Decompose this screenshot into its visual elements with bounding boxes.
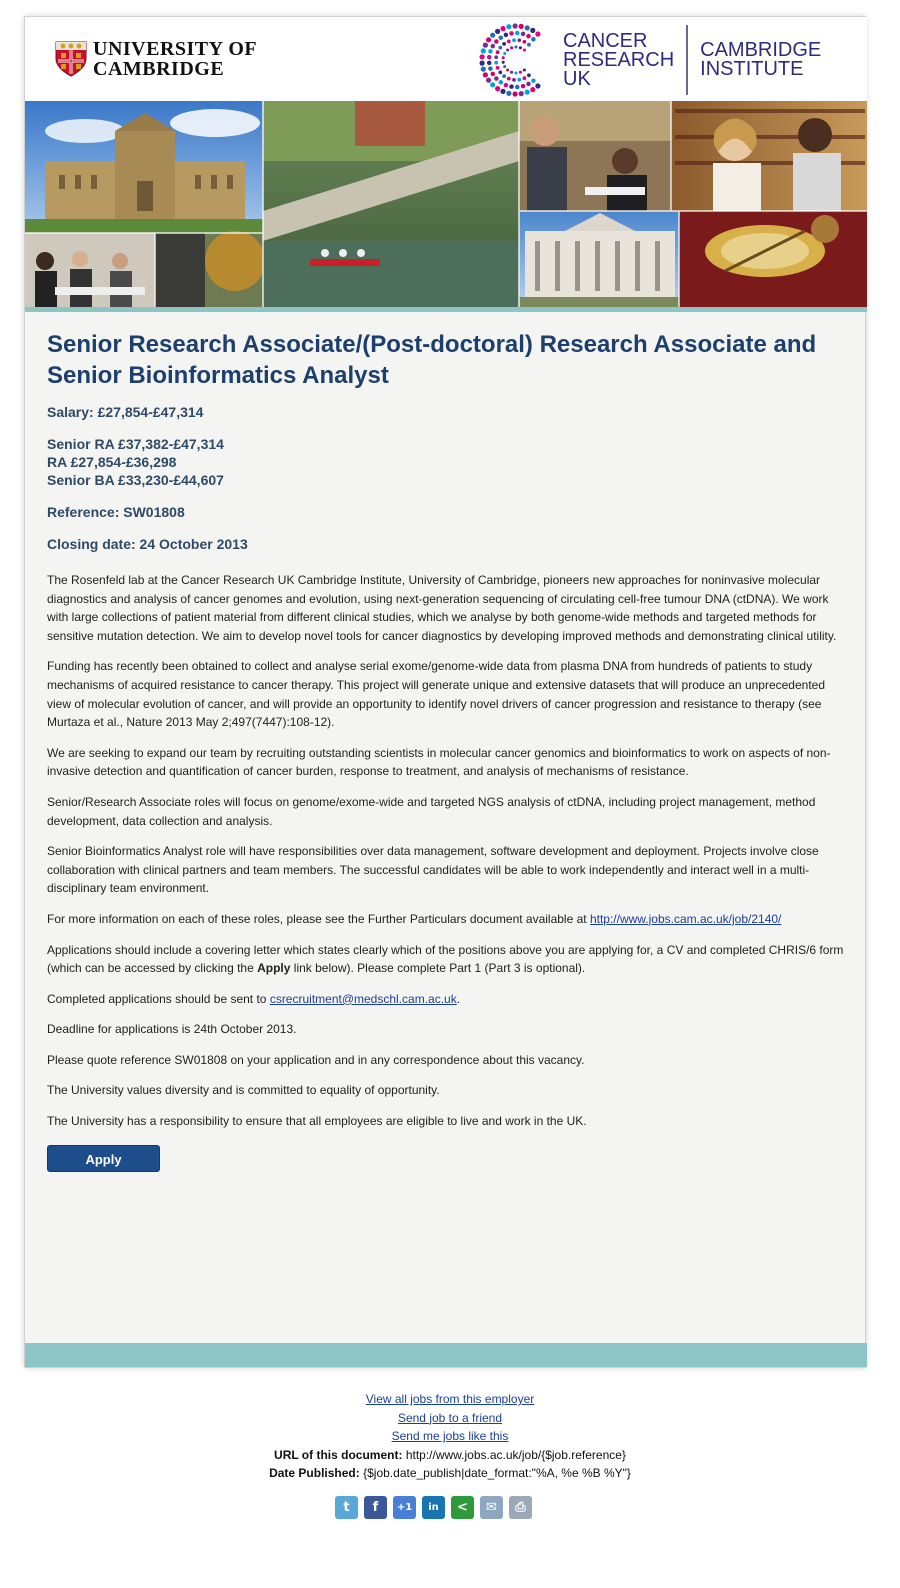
facebook-icon[interactable]: f (364, 1496, 387, 1519)
photo-collage-image (25, 101, 867, 307)
google-plus-one-icon[interactable]: +1 (393, 1496, 416, 1519)
date-label: Date Published: (269, 1466, 360, 1481)
uc-logo-line2: CAMBRIDGE (93, 58, 225, 80)
logo-divider (686, 25, 688, 95)
cambridge-institute-text (700, 41, 821, 79)
header (25, 17, 867, 101)
url-value: http://www.jobs.ac.uk/job/{$job.reference} (405, 1447, 626, 1462)
applications-text-end: link below). Please complete Part 1 (Part 3 is optional). (290, 961, 586, 976)
similar-jobs-link[interactable]: Send me jobs like this (391, 1429, 509, 1444)
cambridge-shield-icon (55, 41, 87, 77)
apply-bold-text: Apply (257, 961, 291, 976)
photo-collage-banner (25, 101, 867, 307)
cruk-line2: RESEARCH (563, 48, 675, 71)
footer-accent-strip (25, 1343, 867, 1367)
cancer-research-uk-logo[interactable] (475, 23, 821, 97)
apply-button[interactable]: Apply (47, 1145, 160, 1172)
completed-end: . (456, 991, 461, 1006)
closing-date: Closing date: 24 October 2013 (47, 536, 248, 552)
paragraph-completed (47, 990, 847, 1009)
grade-ra: RA £27,854-£36,298 (47, 454, 177, 470)
completed-text: Completed applications should be sent to (47, 991, 270, 1006)
url-label: URL of this document: (274, 1447, 403, 1462)
reference: Reference: SW01808 (47, 504, 185, 520)
paragraph-intro: The Rosenfeld lab at the Cancer Research UK Cambridge Institute, University of Cambridge, pioneers new approaches for noninvasive molecular diagnostics and analysis of cancer genomes and evolution, using next-generation sequencing of circulating cell-free tumour DNA (ctDNA). We work with large collections of patient material from different clinical studies, which we analyse by both genome-wide methods and targeted methods for sensitive mutation detection. We aim to develop novel tools for cancer diagnostics by developing improved methods and demonstrating clinical utility. (47, 573, 837, 643)
email-icon[interactable]: ✉ (480, 1496, 503, 1519)
uc-logo-line1: UNIVERSITY OF (93, 38, 258, 60)
print-icon[interactable]: ⎙ (509, 1496, 532, 1519)
paragraph-further-info (47, 910, 847, 929)
job-content (47, 329, 847, 1172)
paragraph-diversity: The University values diversity and is committed to equality of opportunity. (47, 1083, 440, 1098)
document-url (0, 1446, 900, 1465)
salary-grades (47, 435, 847, 489)
banner-accent-strip (25, 307, 867, 312)
paragraph-eligibility: The University has a responsibility to ensure that all employees are eligible to live and work in the UK. (47, 1114, 587, 1129)
institute-line1: CAMBRIDGE (700, 39, 822, 61)
paragraph-applications (47, 941, 847, 978)
job-card (24, 16, 866, 1368)
twitter-icon[interactable]: t (335, 1496, 358, 1519)
applications-text: Applications should include a covering letter which states clearly which of the positions above you are applying for, a CV and completed CHRIS/6 form (which can be accessed by clicking the (47, 942, 844, 976)
recruitment-email-link[interactable]: csrecruitment@medschl.cam.ac.uk (269, 991, 457, 1006)
further-particulars-link[interactable]: http://www.jobs.cam.ac.uk/job/2140/ (589, 911, 782, 926)
paragraph-deadline: Deadline for applications is 24th October 2013. (47, 1022, 297, 1037)
share-bar (335, 1496, 532, 1519)
cruk-line3: UK (563, 67, 591, 90)
cruk-line1: CANCER (563, 29, 648, 52)
date-published (0, 1464, 900, 1483)
paragraph-funding: Funding has recently been obtained to collect and analyse serial exome/genome-wide data from plasma DNA from hundreds of patients to study mechanisms of acquired resistance to cancer therapy. This project will generate unique and extensive datasets that will produce an unprecedented view of molecular evolution of cancer, and will provide an opportunity to identify novel drivers of cancer progression and resistance to therapy (see Murtaza et al., Nature 2013 May 2;497(7447):108-12). (47, 659, 826, 730)
view-all-jobs-link[interactable]: View all jobs from this employer (365, 1392, 535, 1406)
grade-senior-ra: Senior RA £37,382-£47,314 (47, 436, 224, 452)
page-footer (0, 1390, 900, 1483)
paragraph-ra-roles: Senior/Research Associate roles will focus on genome/exome-wide and targeted NGS analysis of ctDNA, including project management, method development, data collection and analysis. (47, 794, 816, 828)
send-to-friend-link[interactable]: Send job to a friend (397, 1410, 503, 1425)
institute-line2: INSTITUTE (700, 58, 804, 80)
cruk-dotted-c-icon (475, 23, 557, 97)
further-info-text: For more information on each of these roles, please see the Further Particulars document available at (47, 911, 590, 926)
linkedin-icon[interactable]: in (422, 1496, 445, 1519)
paragraph-ba-role: Senior Bioinformatics Analyst role will have responsibilities over data management, software development and deployment. Projects involve close collaboration with clinical partners and team members. The successful candidates will be able to work independently and interact well in a multi-disciplinary team environment. (47, 844, 819, 896)
university-of-cambridge-logo[interactable] (55, 39, 257, 79)
grade-senior-ba: Senior BA £33,230-£44,607 (47, 472, 224, 488)
share-icon[interactable]: < (451, 1496, 474, 1519)
job-title: Senior Research Associate/(Post-doctoral) Research Associate and Senior Bioinformatics Analyst (47, 331, 817, 389)
salary: Salary: £27,854-£47,314 (47, 404, 204, 420)
paragraph-quote-reference: Please quote reference SW01808 on your application and in any correspondence about this vacancy. (47, 1052, 585, 1067)
university-logo-text (93, 39, 257, 79)
date-value: {$job.date_publish|date_format:"%A, %e %B %Y"} (363, 1466, 631, 1481)
cruk-logo-text (563, 29, 675, 90)
paragraph-seeking: We are seeking to expand our team by recruiting outstanding scientists in molecular cancer genomics and bioinformatics to work on aspects of non-invasive detection and quantification of cancer burden, response to treatment, and analysis of mechanisms of resistance. (47, 745, 831, 779)
